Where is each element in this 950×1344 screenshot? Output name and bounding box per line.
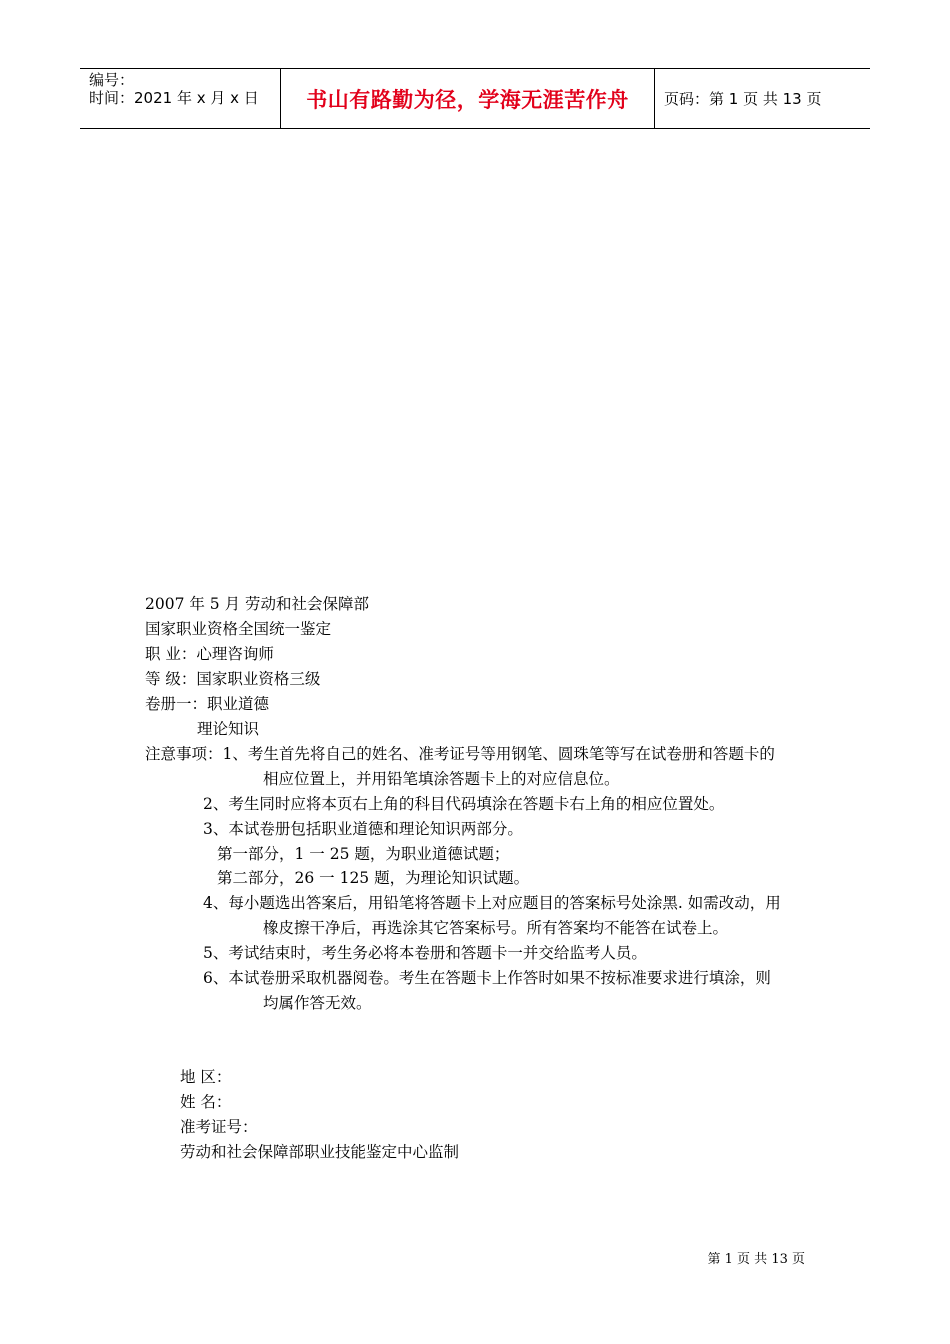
footer-page-number: 第 1 页 共 13 页 xyxy=(707,1252,805,1267)
header-table xyxy=(80,68,870,129)
note-2: 2、考生同时应将本页右上角的科目代码填涂在答题卡右上角的相应位置处。 xyxy=(203,795,725,813)
note-4b: 橡皮擦干净后，再选涂其它答案标号。所有答案均不能答在试卷上。 xyxy=(263,919,729,937)
subtitle-line: 理论知识 xyxy=(197,720,260,738)
profession-line: 职 业：心理咨询师 xyxy=(145,645,274,663)
note-4a: 4、每小题选出答案后，用铅笔将答题卡上对应题目的答案标号处涂黑. 如需改动，用 xyxy=(203,894,781,912)
ticket-field: 准考证号： xyxy=(180,1118,258,1136)
note-3-part2: 第二部分，26 一 125 题，为理论知识试题。 xyxy=(217,869,530,887)
note-3: 3、本试卷册包括职业道德和理论知识两部分。 xyxy=(203,820,523,838)
exam-title: 国家职业资格全国统一鉴定 xyxy=(145,620,332,638)
volume-line: 卷册一：职业道德 xyxy=(145,695,270,713)
date-org: 2007 年 5 月 劳动和社会保障部 xyxy=(145,595,370,613)
note-6b: 均属作答无效。 xyxy=(263,994,372,1012)
number-label: 编号： xyxy=(89,71,135,89)
time-label: 时间：2021 年 x 月 x 日 xyxy=(89,89,259,107)
header-motto-cell xyxy=(281,69,655,128)
note-3-part1: 第一部分，1 一 25 题，为职业道德试题； xyxy=(217,845,510,863)
motto-text: 书山有路勤为径，学海无涯苦作舟 xyxy=(306,87,629,112)
note-5: 5、考试结束时，考生务必将本卷册和答题卡一并交给监考人员。 xyxy=(203,944,647,962)
note-1a: 注意事项：1、考生首先将自己的姓名、准考证号等用钢笔、圆珠笔等写在试卷册和答题卡的 xyxy=(145,745,775,763)
note-1b: 相应位置上，并用铅笔填涂答题卡上的对应信息位。 xyxy=(263,770,620,788)
page-info: 页码：第 1 页 共 13 页 xyxy=(664,90,822,108)
note-6a: 6、本试卷册采取机器阅卷。考生在答题卡上作答时如果不按标准要求进行填涂，则 xyxy=(203,969,771,987)
header-page-cell xyxy=(655,69,870,128)
region-field: 地 区： xyxy=(180,1068,232,1086)
header-meta-cell xyxy=(80,69,281,128)
supervisor-line: 劳动和社会保障部职业技能鉴定中心监制 xyxy=(180,1143,460,1161)
level-line: 等 级：国家职业资格三级 xyxy=(145,670,321,688)
name-field: 姓 名： xyxy=(180,1093,232,1111)
